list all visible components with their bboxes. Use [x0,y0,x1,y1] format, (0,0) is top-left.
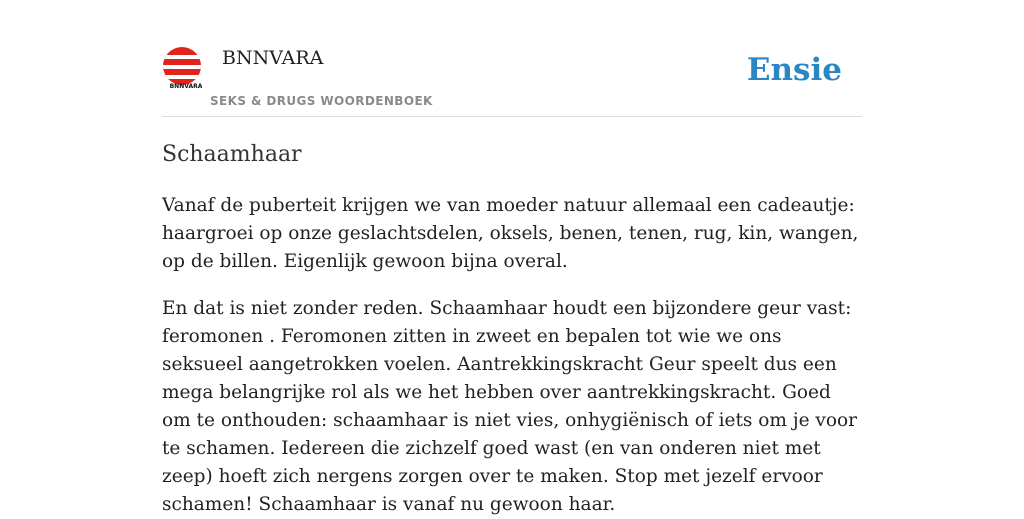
page-title: Schaamhaar [162,142,302,167]
paragraph-2: En dat is niet zonder reden. Schaamhaar houdt een bijzondere geur vast: feromonen . Feromonen zitten in zweet en bepalen tot wie we ons seksueel aangetrokken voelen. Aantrekkingskracht Geur speelt dus een mega belangrijke rol als we het hebben over aantrekkingskracht. Goed om te onthouden: schaamhaar is niet vies, onhygiënisch of iets om je voor te schamen. Iedereen die zichzelf goed wast (en van onderen niet met zeep) hoeft zich nergens zorgen over te maken. Stop met jezelf ervoor schamen! Schaamhaar is vanaf nu gewoon haar. [162,298,857,515]
page [162,0,862,515]
header [162,0,862,117]
ensie-logo[interactable]: Ensie [746,52,842,88]
bnnvara-logo[interactable] [162,46,202,90]
brand-name[interactable]: BNNVARA [222,47,324,69]
logo-text: BNNVARA [169,83,202,90]
dictionary-subtitle[interactable]: SEKS & DRUGS WOORDENBOEK [210,94,433,108]
paragraph-1: Vanaf de puberteit krijgen we van moeder natuur allemaal een cadeautje: haargroei op onze geslachtsdelen, oksels, benen, tenen, rug, kin, wangen, op de billen. Eigenlijk gewoon bijna overal. [162,195,859,272]
